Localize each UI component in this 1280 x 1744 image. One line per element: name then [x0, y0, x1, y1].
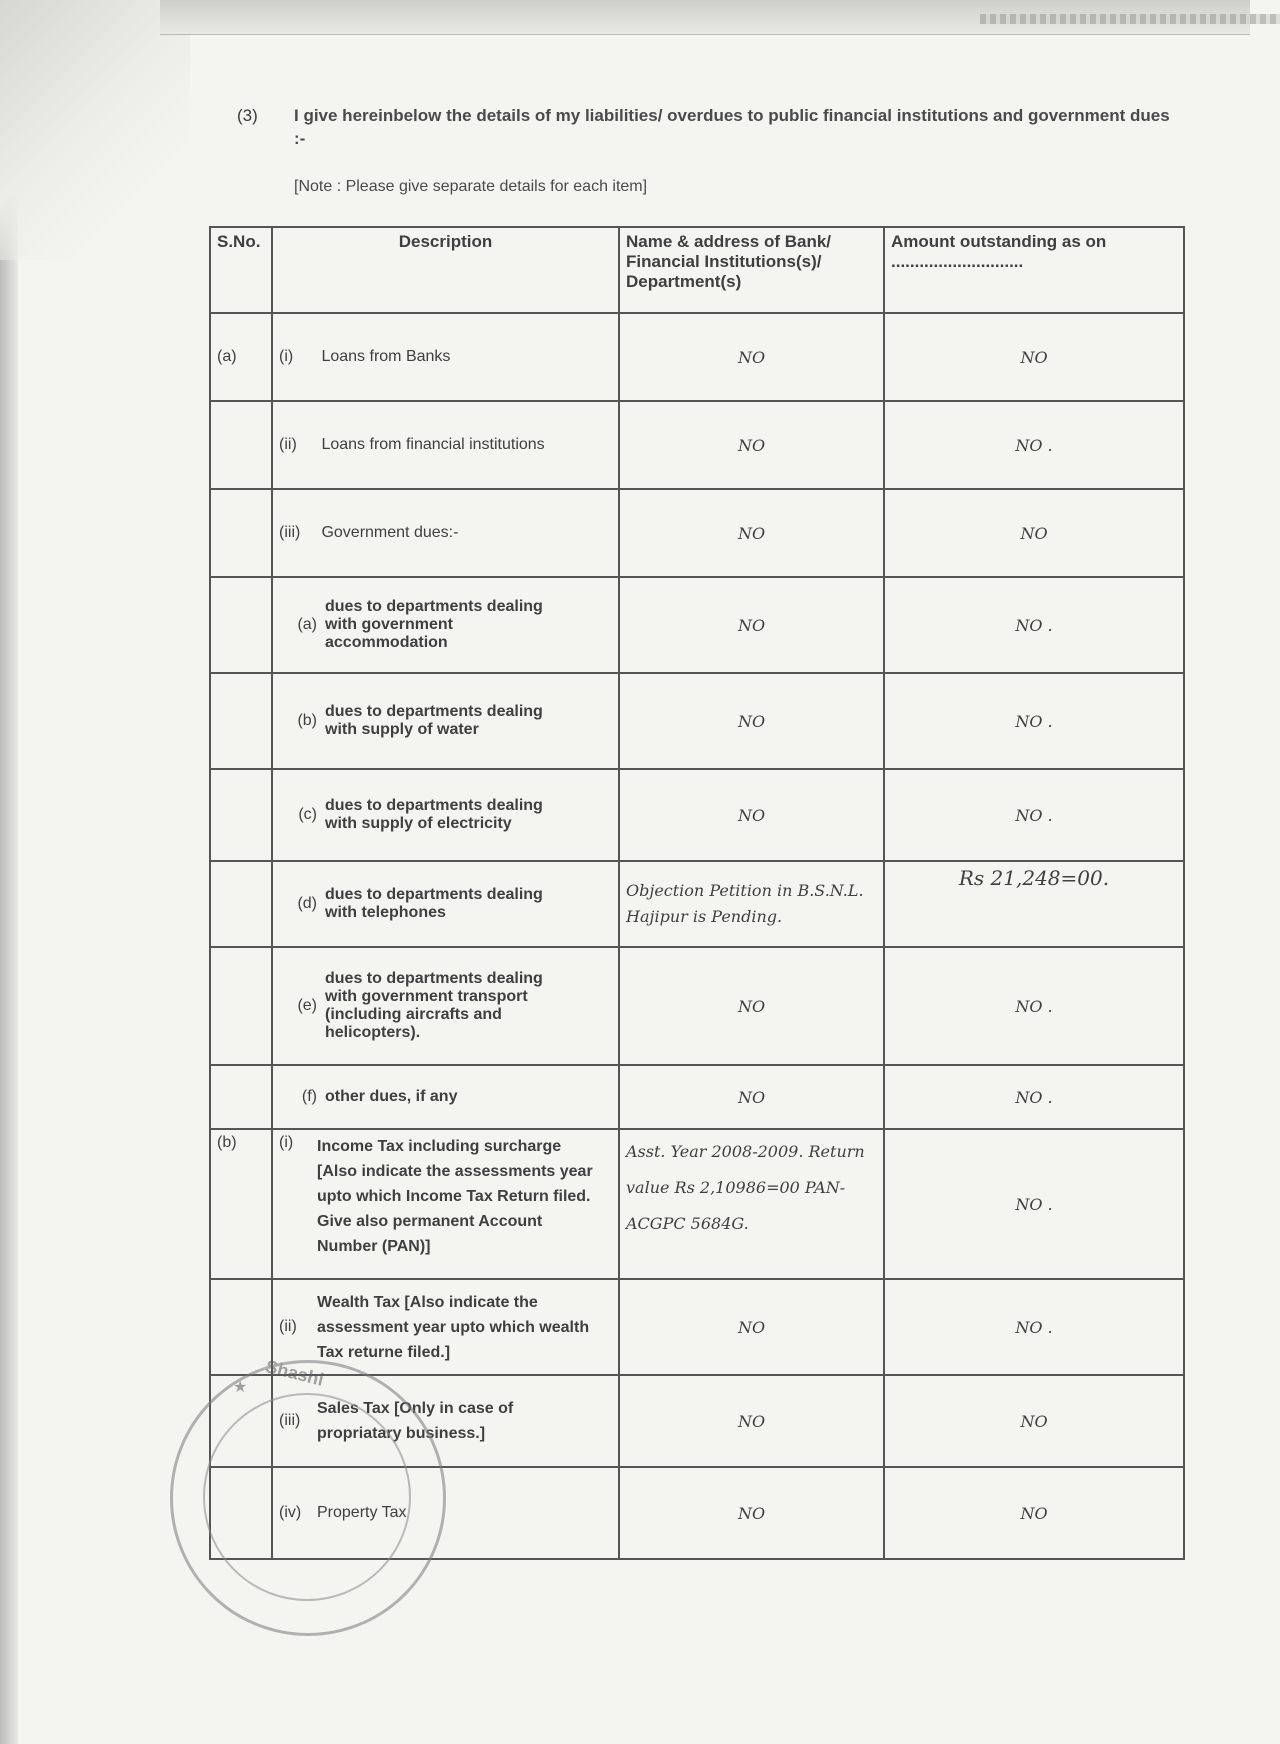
row-sno — [210, 1279, 272, 1375]
row-sno — [210, 401, 272, 489]
row-bank: NO — [619, 577, 884, 673]
row-amount: NO . — [884, 1129, 1184, 1279]
official-stamp — [170, 1356, 446, 1636]
row-bank: Asst. Year 2008-2009. Return value Rs 2,10986=00 PAN- ACGPC 5684G. — [619, 1129, 884, 1279]
row-number: (i) — [279, 348, 294, 366]
row-desc-text: Wealth Tax [Also indicate the assessment year upto which wealth Tax returne filed.] — [317, 1293, 590, 1361]
row-amount: NO . — [884, 401, 1184, 489]
row-number: (e) — [297, 997, 317, 1014]
row-desc-text: Income Tax including surcharge [Also indicate the assessments year upto which Income Tax Return filed. Give also permanent Account Number (PAN)] — [317, 1138, 593, 1255]
header-bank: Name & address of Bank/ Financial Institutions(s)/ Department(s) — [619, 227, 884, 313]
row-sno — [210, 489, 272, 577]
row-desc-text: dues to departments dealing with government accommodation — [325, 598, 543, 651]
header-amount: Amount outstanding as on ............................ — [884, 227, 1184, 313]
row-description — [272, 1065, 619, 1129]
table-row — [210, 577, 1184, 673]
page-fold — [0, 0, 190, 260]
row-desc-text: dues to departments dealing with supply of electricity — [325, 797, 543, 832]
row-amount: NO . — [884, 673, 1184, 769]
top-paper-strip — [160, 0, 1250, 35]
row-number: (i) — [279, 1134, 294, 1151]
row-bank: NO — [619, 1279, 884, 1375]
table-row — [210, 1065, 1184, 1129]
stamp-inner-ring — [203, 1393, 411, 1601]
row-number: (d) — [297, 895, 317, 912]
row-bank: NO — [619, 1065, 884, 1129]
row-amount: NO — [884, 489, 1184, 577]
header-description: Description — [272, 227, 619, 313]
table-row — [210, 673, 1184, 769]
row-amount: NO — [884, 1375, 1184, 1467]
table-row — [210, 861, 1184, 947]
row-number: (iii) — [279, 1412, 301, 1430]
row-amount: NO . — [884, 1065, 1184, 1129]
row-number: (iii) — [279, 524, 301, 542]
header-sno: S.No. — [210, 227, 272, 313]
row-number: (a) — [297, 616, 317, 633]
row-sno — [210, 947, 272, 1065]
row-desc-text: dues to departments dealing with supply of water — [325, 703, 543, 738]
row-number: (ii) — [279, 1318, 297, 1336]
row-description — [272, 673, 619, 769]
row-number: (f) — [301, 1087, 317, 1105]
row-sno — [210, 769, 272, 861]
table-row — [210, 1279, 1184, 1375]
row-number: (c) — [298, 806, 317, 823]
page-edge-shadow — [0, 0, 18, 1744]
table-row — [210, 489, 1184, 577]
row-description — [272, 313, 619, 401]
row-sno: (a) — [210, 313, 272, 401]
stamp-text: Shashi — [263, 1356, 326, 1390]
row-description — [272, 577, 619, 673]
row-bank: NO — [619, 769, 884, 861]
strip-mark — [980, 14, 1280, 24]
row-amount: NO . — [884, 769, 1184, 861]
row-bank: NO — [619, 947, 884, 1065]
row-desc-text: Loans from Banks — [321, 347, 451, 365]
table-row — [210, 401, 1184, 489]
row-description — [272, 489, 619, 577]
row-sno: (b) — [210, 1129, 272, 1279]
row-amount: NO — [884, 1467, 1184, 1559]
table-row — [210, 947, 1184, 1065]
row-number: (b) — [297, 712, 317, 729]
row-bank: NO — [619, 401, 884, 489]
star-icon: ★ — [233, 1379, 248, 1396]
row-amount: NO . — [884, 577, 1184, 673]
row-amount: NO . — [884, 1279, 1184, 1375]
row-sno — [210, 861, 272, 947]
row-amount: Rs 21,248=00. — [884, 861, 1184, 947]
row-amount: NO . — [884, 947, 1184, 1065]
row-description — [272, 401, 619, 489]
row-sno — [210, 577, 272, 673]
row-sno — [210, 673, 272, 769]
item-number: (3) — [237, 106, 258, 125]
table-row — [210, 769, 1184, 861]
note-text: [Note : Please give separate details for each item] — [294, 178, 648, 195]
table-row — [210, 313, 1184, 401]
row-desc-text: dues to departments dealing with telephones — [325, 886, 543, 921]
table-header-row — [210, 227, 1184, 313]
row-bank: Objection Petition in B.S.N.L. Hajipur is Pending. — [619, 861, 884, 947]
row-description — [272, 1129, 619, 1279]
row-sno — [210, 1065, 272, 1129]
liabilities-table — [209, 226, 1185, 1560]
intro-text: I give hereinbelow the details of my liabilities/ overdues to public financial institutions and government dues :- — [294, 106, 1170, 148]
row-bank: NO — [619, 313, 884, 401]
row-description — [272, 947, 619, 1065]
row-description — [272, 769, 619, 861]
row-desc-text: dues to departments dealing with government transport (including aircrafts and helicopters). — [325, 970, 543, 1041]
row-desc-text: Sales Tax [Only in case of propriatary business.] — [317, 1400, 514, 1442]
row-bank: NO — [619, 1375, 884, 1467]
row-number: (ii) — [279, 436, 297, 454]
row-desc-text: Loans from financial institutions — [321, 435, 545, 453]
row-bank: NO — [619, 673, 884, 769]
row-bank: NO — [619, 489, 884, 577]
table-row — [210, 1129, 1184, 1279]
row-desc-text: other dues, if any — [325, 1087, 458, 1105]
row-desc-text: Property Tax — [317, 1503, 407, 1521]
row-number: (iv) — [279, 1504, 302, 1522]
row-bank: NO — [619, 1467, 884, 1559]
row-desc-text: Government dues:- — [321, 523, 459, 541]
row-amount: NO — [884, 313, 1184, 401]
row-description — [272, 861, 619, 947]
